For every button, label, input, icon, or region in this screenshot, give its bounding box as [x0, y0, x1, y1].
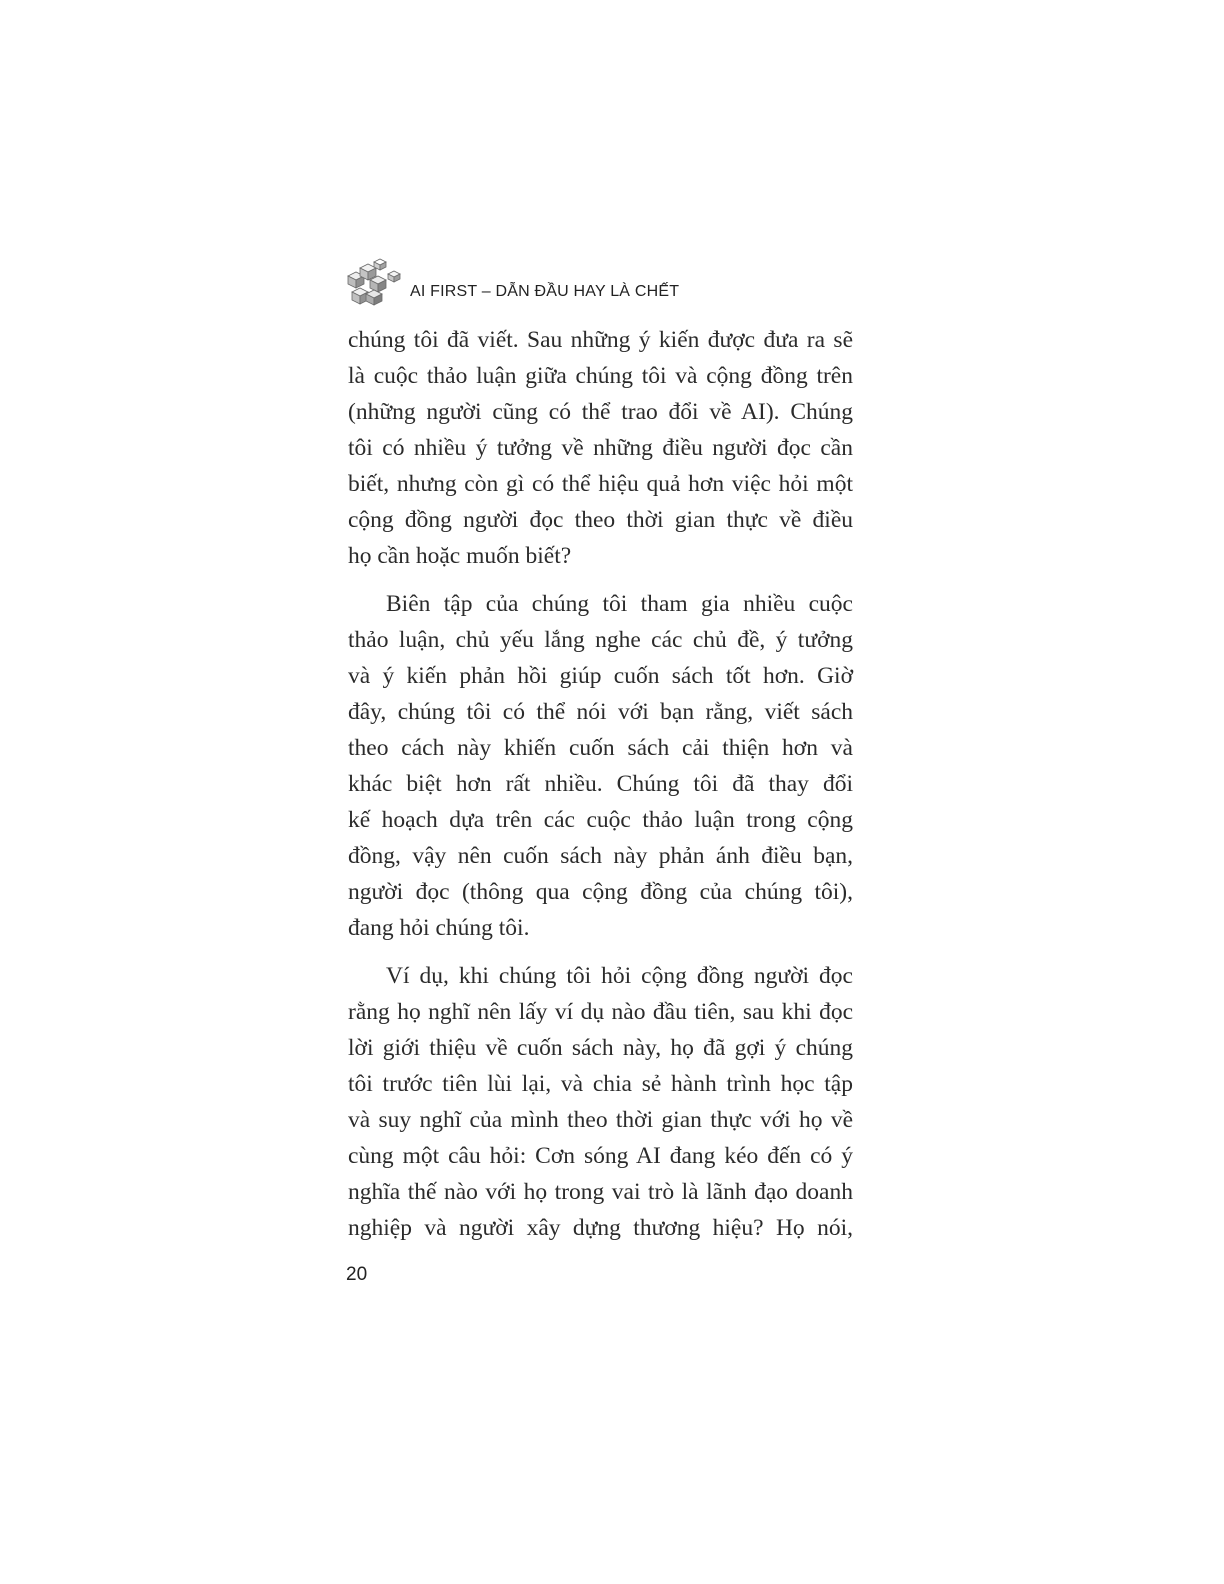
text-line: đang hỏi chúng tôi.: [348, 915, 530, 941]
text-line: đồng, vậy nên cuốn sách này phản ánh điều bạn,: [348, 843, 853, 869]
text-line: lời giới thiệu về cuốn sách này, họ đã gợi ý chúng: [348, 1035, 853, 1061]
paragraph: [348, 958, 853, 1246]
text-line: biết, nhưng còn gì có thể hiệu quả hơn việc hỏi một: [348, 471, 853, 497]
running-header: [344, 258, 679, 308]
text-line: họ cần hoặc muốn biết?: [348, 543, 572, 569]
text-line: chúng tôi đã viết. Sau những ý kiến được đưa ra sẽ: [348, 327, 853, 353]
text-line: đây, chúng tôi có thể nói với bạn rằng, viết sách: [348, 699, 853, 725]
running-header-title: AI FIRST – DẪN ĐẦU HAY LÀ CHẾT: [410, 283, 680, 300]
text-line: Biên tập của chúng tôi tham gia nhiều cuộc: [386, 591, 853, 617]
paragraph: [348, 322, 853, 574]
stacked-cubes-logo-icon: [344, 258, 406, 308]
text-line: khác biệt hơn rất nhiều. Chúng tôi đã thay đổi: [348, 771, 853, 797]
paragraph: [348, 586, 853, 946]
text-line: là cuộc thảo luận giữa chúng tôi và cộng đồng trên: [348, 363, 853, 389]
text-line: kế hoạch dựa trên các cuộc thảo luận trong cộng: [348, 807, 853, 833]
text-line: (những người cũng có thể trao đổi về AI). Chúng: [348, 399, 853, 425]
text-line: tôi trước tiên lùi lại, và chia sẻ hành trình học tập: [348, 1071, 853, 1097]
text-line: và suy nghĩ của mình theo thời gian thực với họ về: [348, 1107, 853, 1133]
text-line: nghiệp và người xây dựng thương hiệu? Họ nói,: [348, 1215, 853, 1241]
text-line: cộng đồng người đọc theo thời gian thực về điều: [348, 507, 853, 533]
page-number: 20: [346, 1264, 368, 1285]
text-line: và ý kiến phản hồi giúp cuốn sách tốt hơn. Giờ: [348, 663, 853, 689]
text-line: cùng một câu hỏi: Cơn sóng AI đang kéo đến có ý: [348, 1143, 853, 1169]
body-text: [348, 322, 853, 1258]
text-line: theo cách này khiến cuốn sách cải thiện hơn và: [348, 735, 853, 761]
text-line: nghĩa thế nào với họ trong vai trò là lãnh đạo doanh: [348, 1179, 853, 1205]
text-line: tôi có nhiều ý tưởng về những điều người đọc cần: [348, 435, 853, 461]
text-line: thảo luận, chủ yếu lắng nghe các chủ đề, ý tưởng: [348, 627, 853, 653]
text-line: người đọc (thông qua cộng đồng của chúng tôi),: [348, 879, 853, 905]
text-line: Ví dụ, khi chúng tôi hỏi cộng đồng người đọc: [386, 963, 853, 989]
text-line: rằng họ nghĩ nên lấy ví dụ nào đầu tiên, sau khi đọc: [348, 999, 853, 1025]
